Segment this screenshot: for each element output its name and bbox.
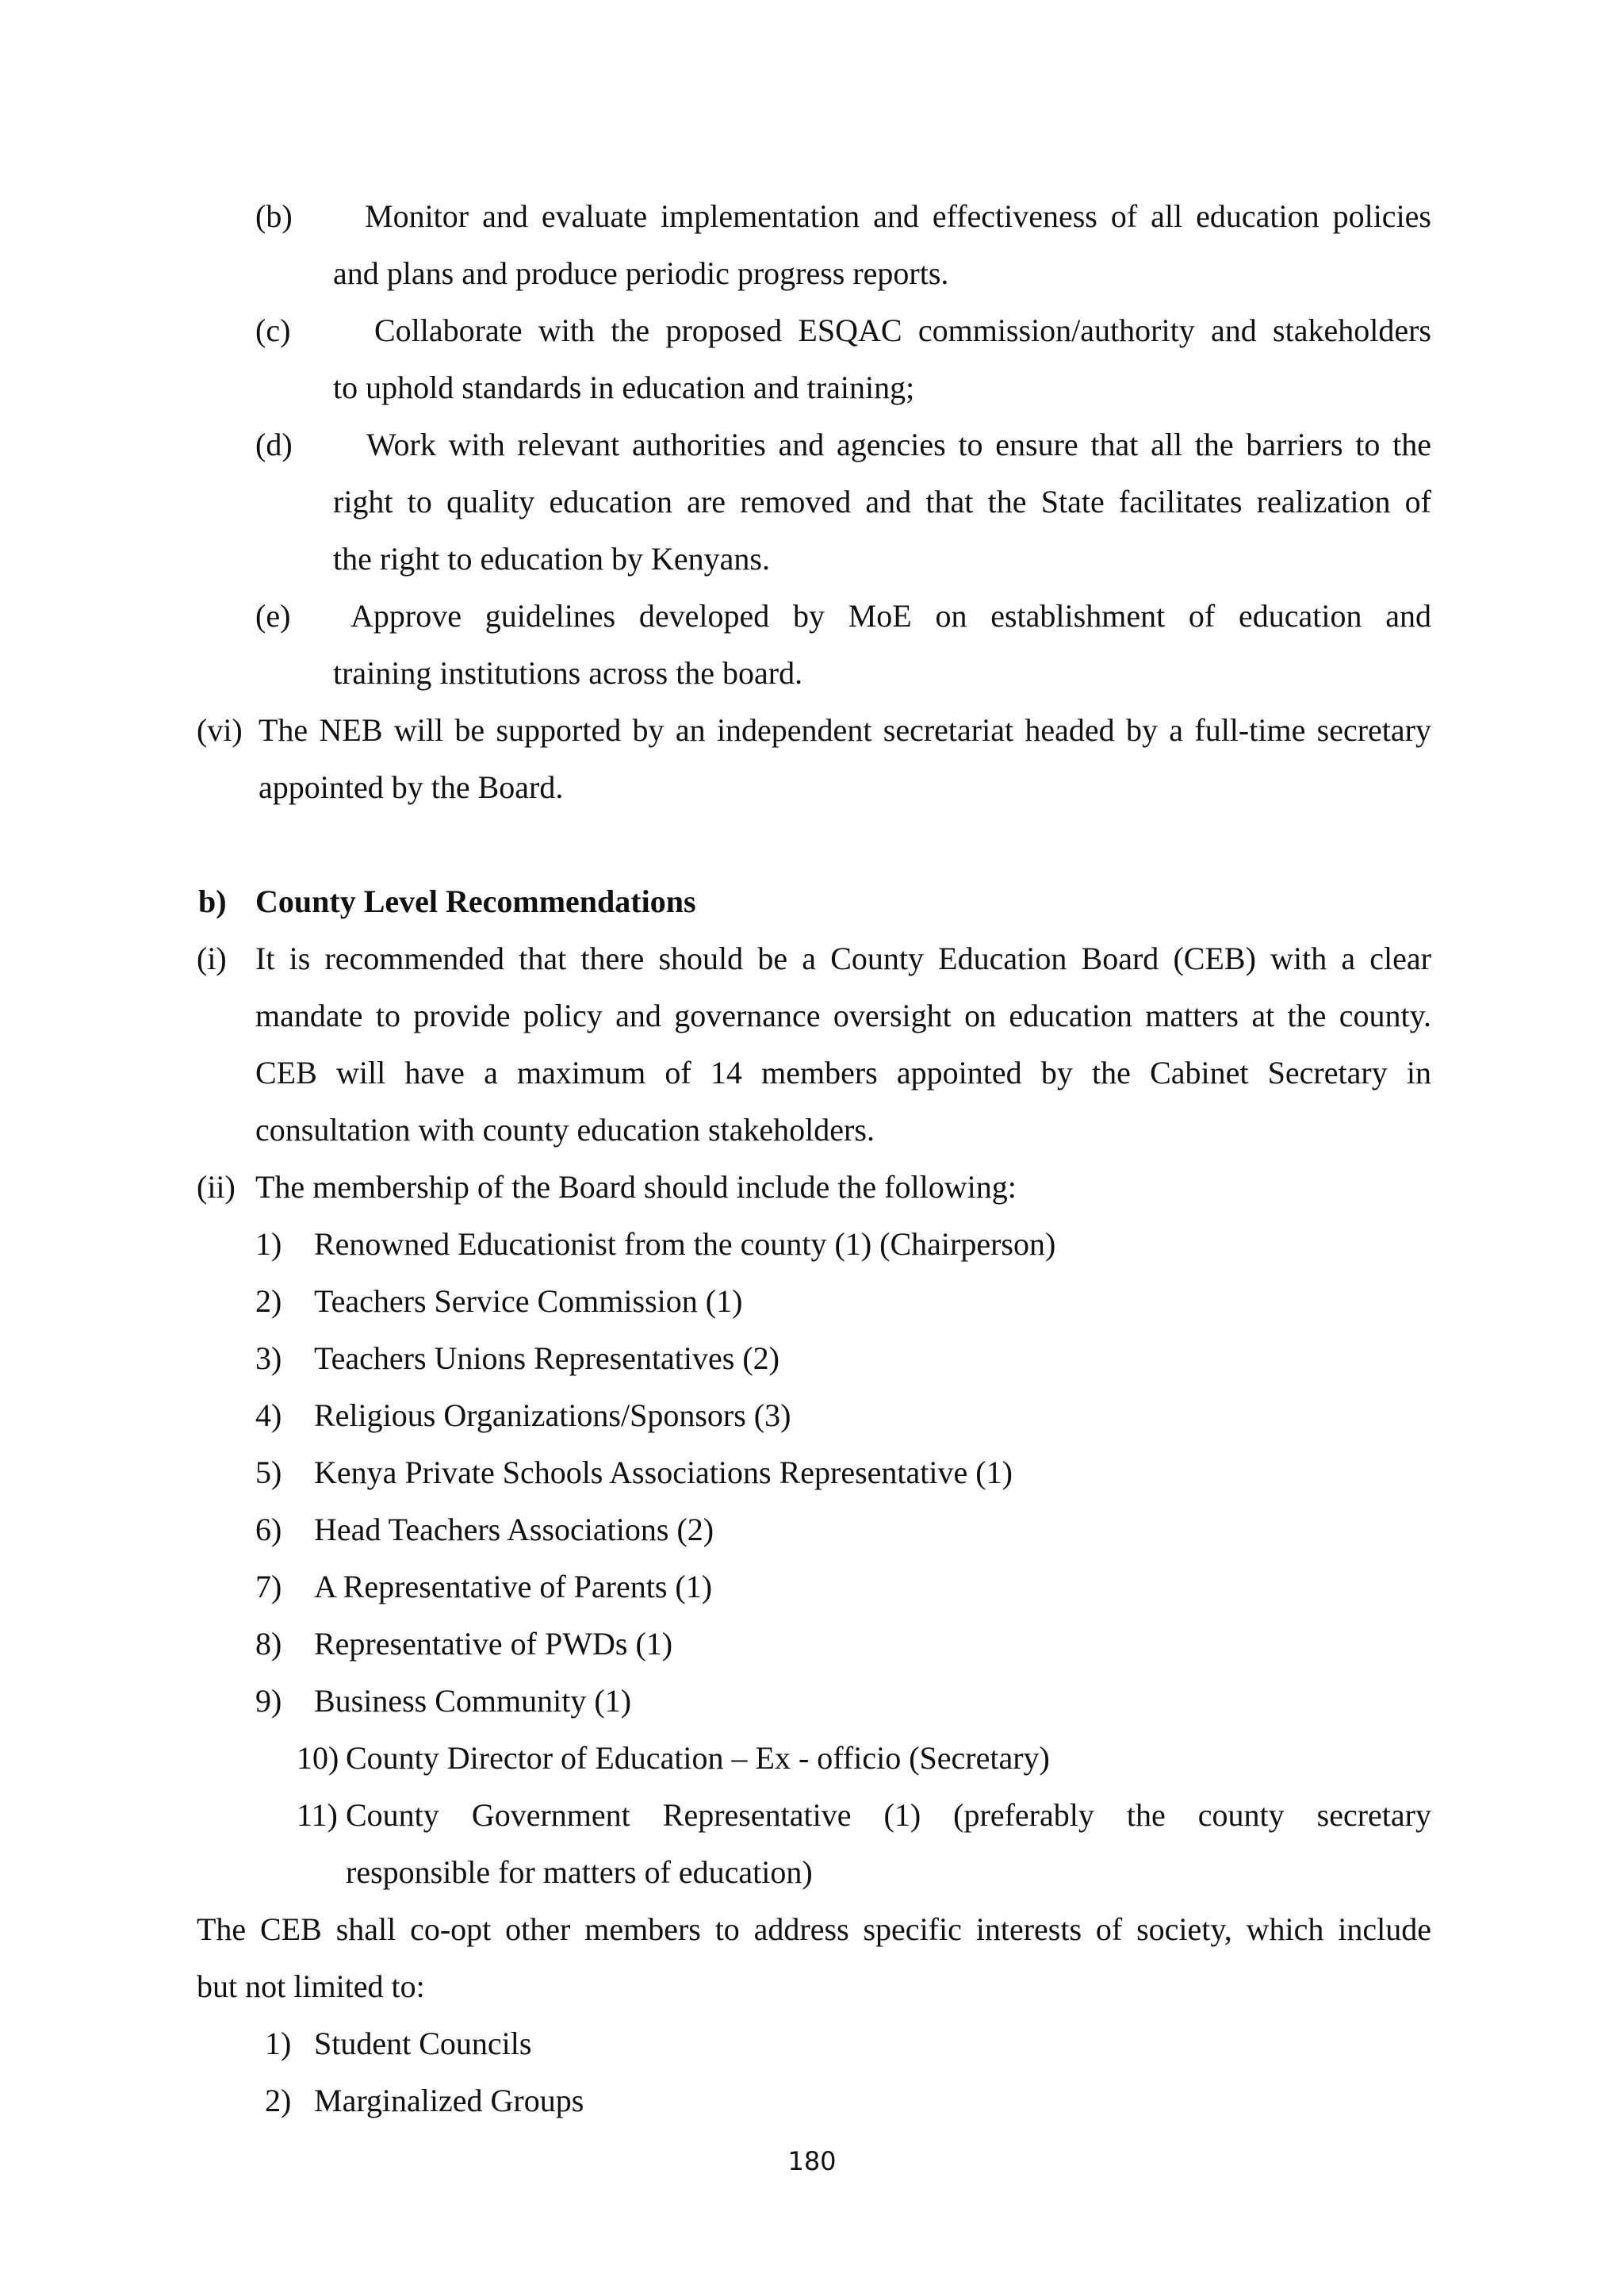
- item-c-line-1: Collaborate with the proposed ESQAC commission/authority and stakeholders: [374, 312, 1431, 348]
- item-label: (b): [255, 198, 293, 234]
- item-i-line-4: consultation with county education stakeholders.: [255, 1112, 875, 1148]
- item-label: (i): [197, 941, 227, 976]
- list-item: Teachers Unions Representatives (2): [314, 1340, 779, 1376]
- list-number: 3): [255, 1340, 282, 1376]
- item-b-line-1: Monitor and evaluate implementation and effectiveness of all education policies: [365, 198, 1431, 234]
- coopt-line-2: but not limited to:: [197, 1968, 425, 2004]
- list-number: 11): [297, 1797, 338, 1833]
- list-item: Student Councils: [314, 2026, 532, 2061]
- list-item-line-2: responsible for matters of education): [346, 1854, 813, 1890]
- list-item: Kenya Private Schools Associations Representative (1): [314, 1455, 1013, 1490]
- list-item: Head Teachers Associations (2): [314, 1512, 714, 1547]
- list-item: Teachers Service Commission (1): [314, 1283, 743, 1319]
- list-item: Marginalized Groups: [314, 2083, 584, 2118]
- list-item: Representative of PWDs (1): [314, 1626, 673, 1662]
- item-d-line-2: right to quality education are removed and that the State facilitates realization of: [333, 484, 1431, 519]
- page-number: 180: [787, 2146, 837, 2176]
- list-item-line-1: County Government Representative (1) (preferably the county secretary: [346, 1797, 1431, 1833]
- item-e-line-1: Approve guidelines developed by MoE on establishment of education and: [350, 598, 1431, 634]
- item-label: (vi): [197, 712, 243, 748]
- list-item: Renowned Educationist from the county (1) (Chairperson): [314, 1226, 1056, 1262]
- list-item: County Director of Education – Ex - officio (Secretary): [346, 1740, 1050, 1776]
- item-i-line-3: CEB will have a maximum of 14 members appointed by the Cabinet Secretary in: [255, 1055, 1431, 1091]
- list-number: 1): [255, 1226, 282, 1262]
- item-b-line-2: and plans and produce periodic progress reports.: [333, 255, 949, 291]
- item-vi-line-1: The NEB will be supported by an independent secretariat headed by a full-time secretary: [259, 712, 1431, 748]
- list-item: Business Community (1): [314, 1683, 632, 1719]
- item-vi-line-2: appointed by the Board.: [259, 769, 564, 805]
- list-number: 2): [255, 1283, 282, 1319]
- item-i-line-1: It is recommended that there should be a County Education Board (CEB) with a clear: [255, 941, 1431, 976]
- list-number: 2): [265, 2083, 292, 2118]
- item-label: (ii): [197, 1169, 236, 1205]
- item-label: (c): [255, 312, 291, 348]
- item-d-line-3: the right to education by Kenyans.: [333, 541, 770, 577]
- list-number: 5): [255, 1455, 282, 1490]
- item-d-line-1: Work with relevant authorities and agencies to ensure that all the barriers to the: [366, 427, 1431, 462]
- list-number: 8): [255, 1626, 282, 1662]
- list-number: 4): [255, 1397, 282, 1433]
- item-label: (d): [255, 427, 293, 462]
- list-number: 7): [255, 1569, 282, 1604]
- list-number: 1): [265, 2026, 292, 2061]
- section-heading: County Level Recommendations: [255, 884, 696, 919]
- list-number: 9): [255, 1683, 282, 1719]
- item-ii-text: The membership of the Board should include the following:: [255, 1169, 1017, 1205]
- list-item: A Representative of Parents (1): [314, 1569, 713, 1604]
- list-number: 6): [255, 1512, 282, 1547]
- item-c-line-2: to uphold standards in education and training;: [333, 370, 915, 405]
- item-e-line-2: training institutions across the board.: [333, 655, 803, 691]
- item-label: (e): [255, 598, 291, 634]
- list-number: 10): [297, 1740, 339, 1776]
- coopt-line-1: The CEB shall co-opt other members to address specific interests of society, which include: [197, 1911, 1431, 1947]
- item-i-line-2: mandate to provide policy and governance oversight on education matters at the county.: [255, 998, 1431, 1033]
- list-item: Religious Organizations/Sponsors (3): [314, 1397, 791, 1433]
- section-label: b): [198, 884, 227, 919]
